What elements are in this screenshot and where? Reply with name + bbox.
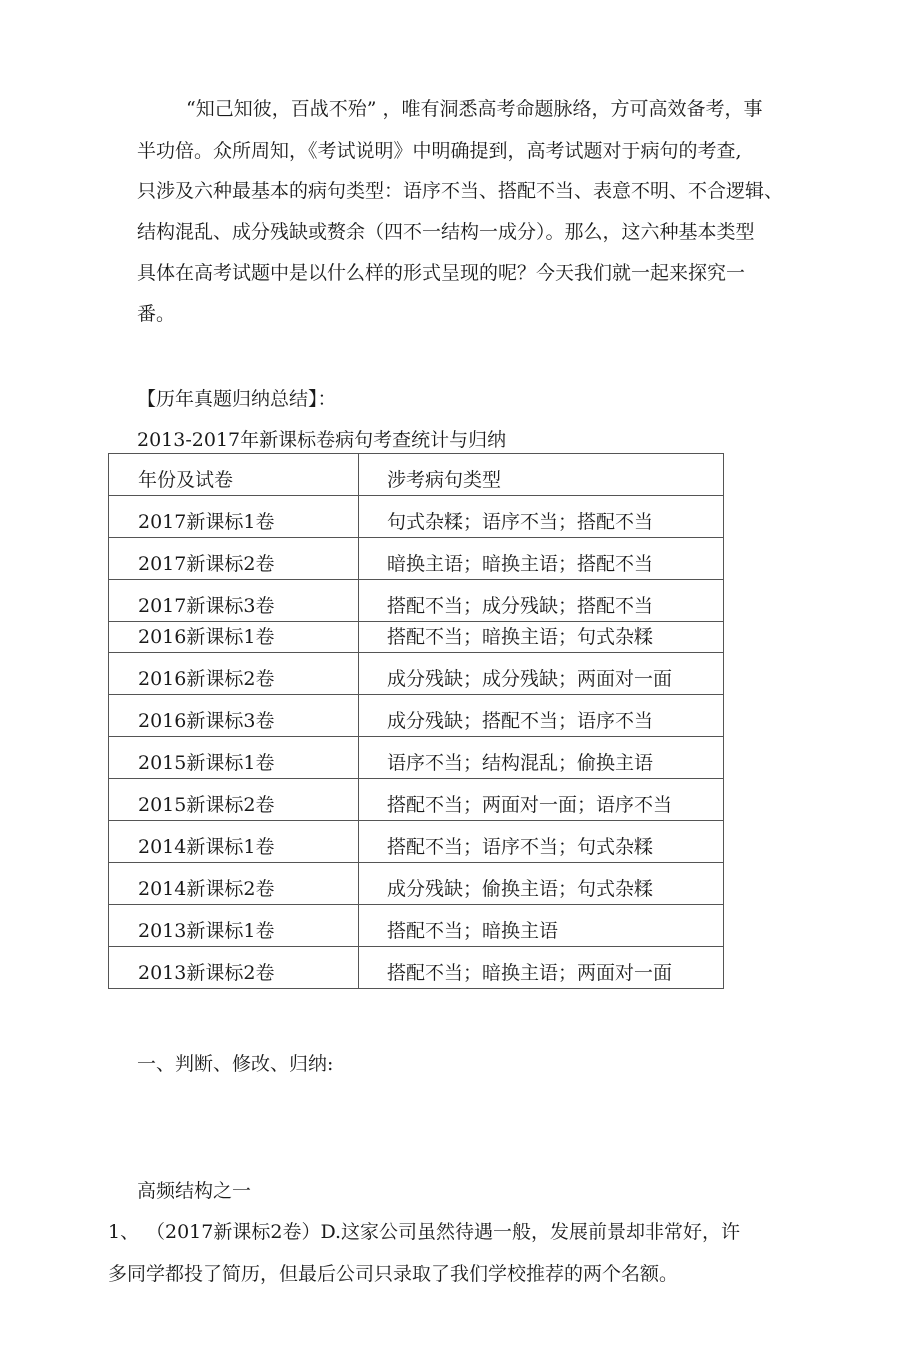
cell-types: 搭配不当；暗换主语；句式杂糅 xyxy=(359,622,724,653)
intro-line: 结构混乱、成分残缺或赘余（四不一结构一成分）。那么，这六种基本类型 xyxy=(137,221,755,243)
table-header-row xyxy=(109,454,724,496)
intro-line: 番。 xyxy=(137,303,176,325)
cell-year: 2015新课标1卷 xyxy=(109,737,359,779)
intro-line: 具体在高考试题中是以什么样的形式呈现的呢？今天我们就一起来探究一 xyxy=(137,262,746,284)
cell-types: 暗换主语；暗换主语；搭配不当 xyxy=(359,538,724,580)
cell-types: 成分残缺；成分残缺；两面对一面 xyxy=(359,653,724,695)
table-row xyxy=(109,496,724,538)
cell-year: 2015新课标2卷 xyxy=(109,779,359,821)
table-row xyxy=(109,737,724,779)
cell-types: 句式杂糅；语序不当；搭配不当 xyxy=(359,496,724,538)
intro-line: “知己知彼，百战不殆” ，唯有洞悉高考命题脉络，方可高效备考，事 xyxy=(186,98,763,120)
header-types: 涉考病句类型 xyxy=(359,454,724,496)
header-year: 年份及试卷 xyxy=(109,454,359,496)
cell-types: 搭配不当；语序不当；句式杂糅 xyxy=(359,821,724,863)
section-heading: 一、判断、修改、归纳: xyxy=(137,1053,334,1075)
summary-heading: 【历年真题归纳总结】： xyxy=(137,388,337,410)
question-line: 多同学都投了简历，但最后公司只录取了我们学校推荐的两个名额。 xyxy=(108,1263,679,1285)
table-row xyxy=(109,905,724,947)
cell-types: 搭配不当；两面对一面；语序不当 xyxy=(359,779,724,821)
intro-line: 半功倍。众所周知，《考试说明》中明确提到，高考试题对于病句的考查, xyxy=(137,140,742,162)
table-row xyxy=(109,538,724,580)
table-row xyxy=(109,653,724,695)
question-line: （2017新课标2卷）D.这家公司虽然待遇一般，发展前景却非常好，许 xyxy=(146,1221,741,1243)
intro-line: 只涉及六种最基本的病句类型：语序不当、搭配不当、表意不明、不合逻辑、 xyxy=(137,180,784,202)
table-title: 2013-2017年新课标卷病句考查统计与归纳 xyxy=(137,429,507,451)
cell-types: 搭配不当；暗换主语；两面对一面 xyxy=(359,947,724,989)
cell-year: 2013新课标2卷 xyxy=(109,947,359,989)
table-row xyxy=(109,695,724,737)
stats-table xyxy=(108,453,724,989)
cell-year: 2017新课标2卷 xyxy=(109,538,359,580)
table-row xyxy=(109,863,724,905)
cell-year: 2016新课标1卷 xyxy=(109,622,359,653)
cell-types: 搭配不当；成分残缺；搭配不当 xyxy=(359,580,724,622)
cell-year: 2014新课标2卷 xyxy=(109,863,359,905)
cell-year: 2016新课标2卷 xyxy=(109,653,359,695)
cell-types: 语序不当；结构混乱；偷换主语 xyxy=(359,737,724,779)
subsection-heading: 高频结构之一 xyxy=(137,1180,252,1202)
cell-year: 2016新课标3卷 xyxy=(109,695,359,737)
cell-types: 成分残缺；偷换主语；句式杂糅 xyxy=(359,863,724,905)
table-row xyxy=(109,821,724,863)
cell-year: 2013新课标1卷 xyxy=(109,905,359,947)
table-row xyxy=(109,947,724,989)
table-row xyxy=(109,622,724,653)
question-number: 1、 xyxy=(108,1221,140,1243)
cell-year: 2014新课标1卷 xyxy=(109,821,359,863)
table-row xyxy=(109,779,724,821)
cell-year: 2017新课标3卷 xyxy=(109,580,359,622)
cell-types: 成分残缺；搭配不当；语序不当 xyxy=(359,695,724,737)
table-row xyxy=(109,580,724,622)
cell-types: 搭配不当；暗换主语 xyxy=(359,905,724,947)
cell-year: 2017新课标1卷 xyxy=(109,496,359,538)
